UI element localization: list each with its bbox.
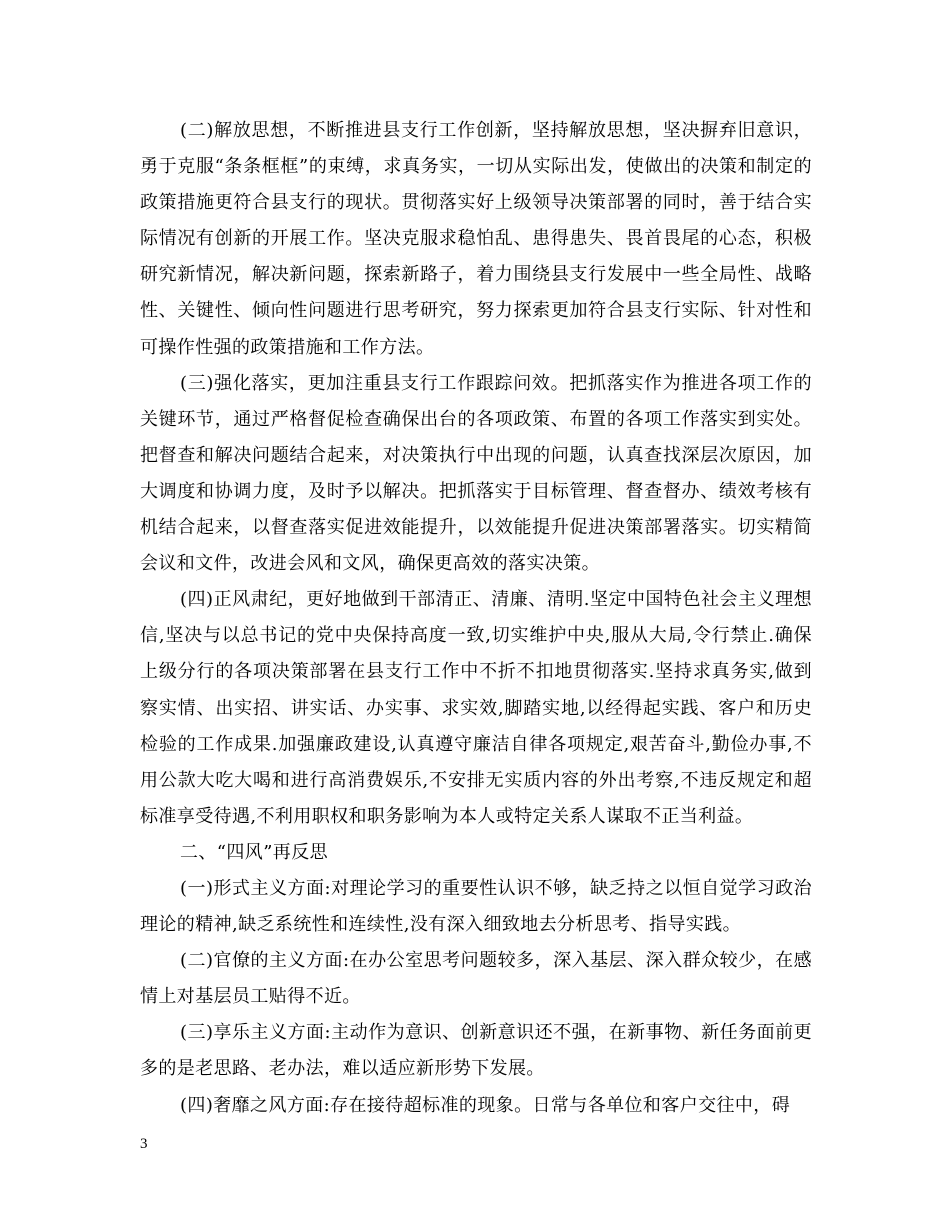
paragraph-extravagance: (四)奢靡之风方面:存在接待超标准的现象。日常与各单位和客户交往中，碍	[180, 1094, 791, 1116]
page-number: 3	[140, 1136, 148, 1152]
document-body	[140, 113, 812, 1124]
paragraph-liberate-thinking: (二)解放思想，不断推进县支行工作创新，坚持解放思想，坚决摒弃旧意识，勇于克服“条条框框”的束缚，求真务实，一切从实际出发，使做出的决策和制定的政策措施更符合县支行的现状。贯彻落实好上级领导决策部署的同时，善于结合实际情况有创新的开展工作。坚决克服求稳怕乱、患得患失、畏首畏尾的心态，积极研究新情况，解决新问题，探索新路子，着力围绕县支行发展中一些全局性、战略性、关键性、倾向性问题进行思考研究，努力探索更加符合县支行实际、针对性和可操作性强的政策措施和工作方法。	[140, 120, 812, 358]
paragraph-discipline: (四)正风肃纪，更好地做到干部清正、清廉、清明.坚定中国特色社会主义理想信,坚决与以总书记的党中央保持高度一致,切实维护中央,服从大局,令行禁止.确保上级分行的各项决策部署在县支行工作中不折不扣地贯彻落实.坚持求真务实,做到察实情、出实招、讲实话、办实事、求实效,脚踏实地,以经得起实践、客户和历史检验的工作成果.加强廉政建设,认真遵守廉洁自律各项规定,艰苦奋斗,勤俭办事,不用公款大吃大喝和进行高消费娱乐,不安排无实质内容的外出考察,不违反规定和超标准享受待遇,不利用职权和职务影响为本人或特定关系人谋取不正当利益。	[140, 589, 812, 827]
paragraph-formalism: (一)形式主义方面:对理论学习的重要性认识不够，缺乏持之以恒自觉学习政治理论的精神,缺乏系统性和连续性,没有深入细致地去分析思考、指导实践。	[140, 877, 812, 936]
section-heading-four-winds: 二、“四风”再反思	[180, 841, 329, 863]
paragraph-strengthen-implementation: (三)强化落实，更加注重县支行工作跟踪问效。把抓落实作为推进各项工作的关键环节，通过严格督促检查确保出台的各项政策、布置的各项工作落实到实处。把督查和解决问题结合起来，对决策执行中出现的问题，认真查找深层次原因，加大调度和协调力度，及时予以解决。把抓落实于目标管理、督查督办、绩效考核有机结合起来，以督查落实促进效能提升，以效能提升促进决策部署落实。切实精简会议和文件，改进会风和文风，确保更高效的落实决策。	[140, 372, 812, 575]
paragraph-hedonism: (三)享乐主义方面:主动作为意识、创新意识还不强，在新事物、新任务面前更多的是老思路、老办法，难以适应新形势下发展。	[140, 1022, 812, 1080]
paragraph-bureaucratism: (二)官僚的主义方面:在办公室思考问题较多，深入基层、深入群众较少，在感情上对基层员工贴得不近。	[140, 950, 812, 1008]
